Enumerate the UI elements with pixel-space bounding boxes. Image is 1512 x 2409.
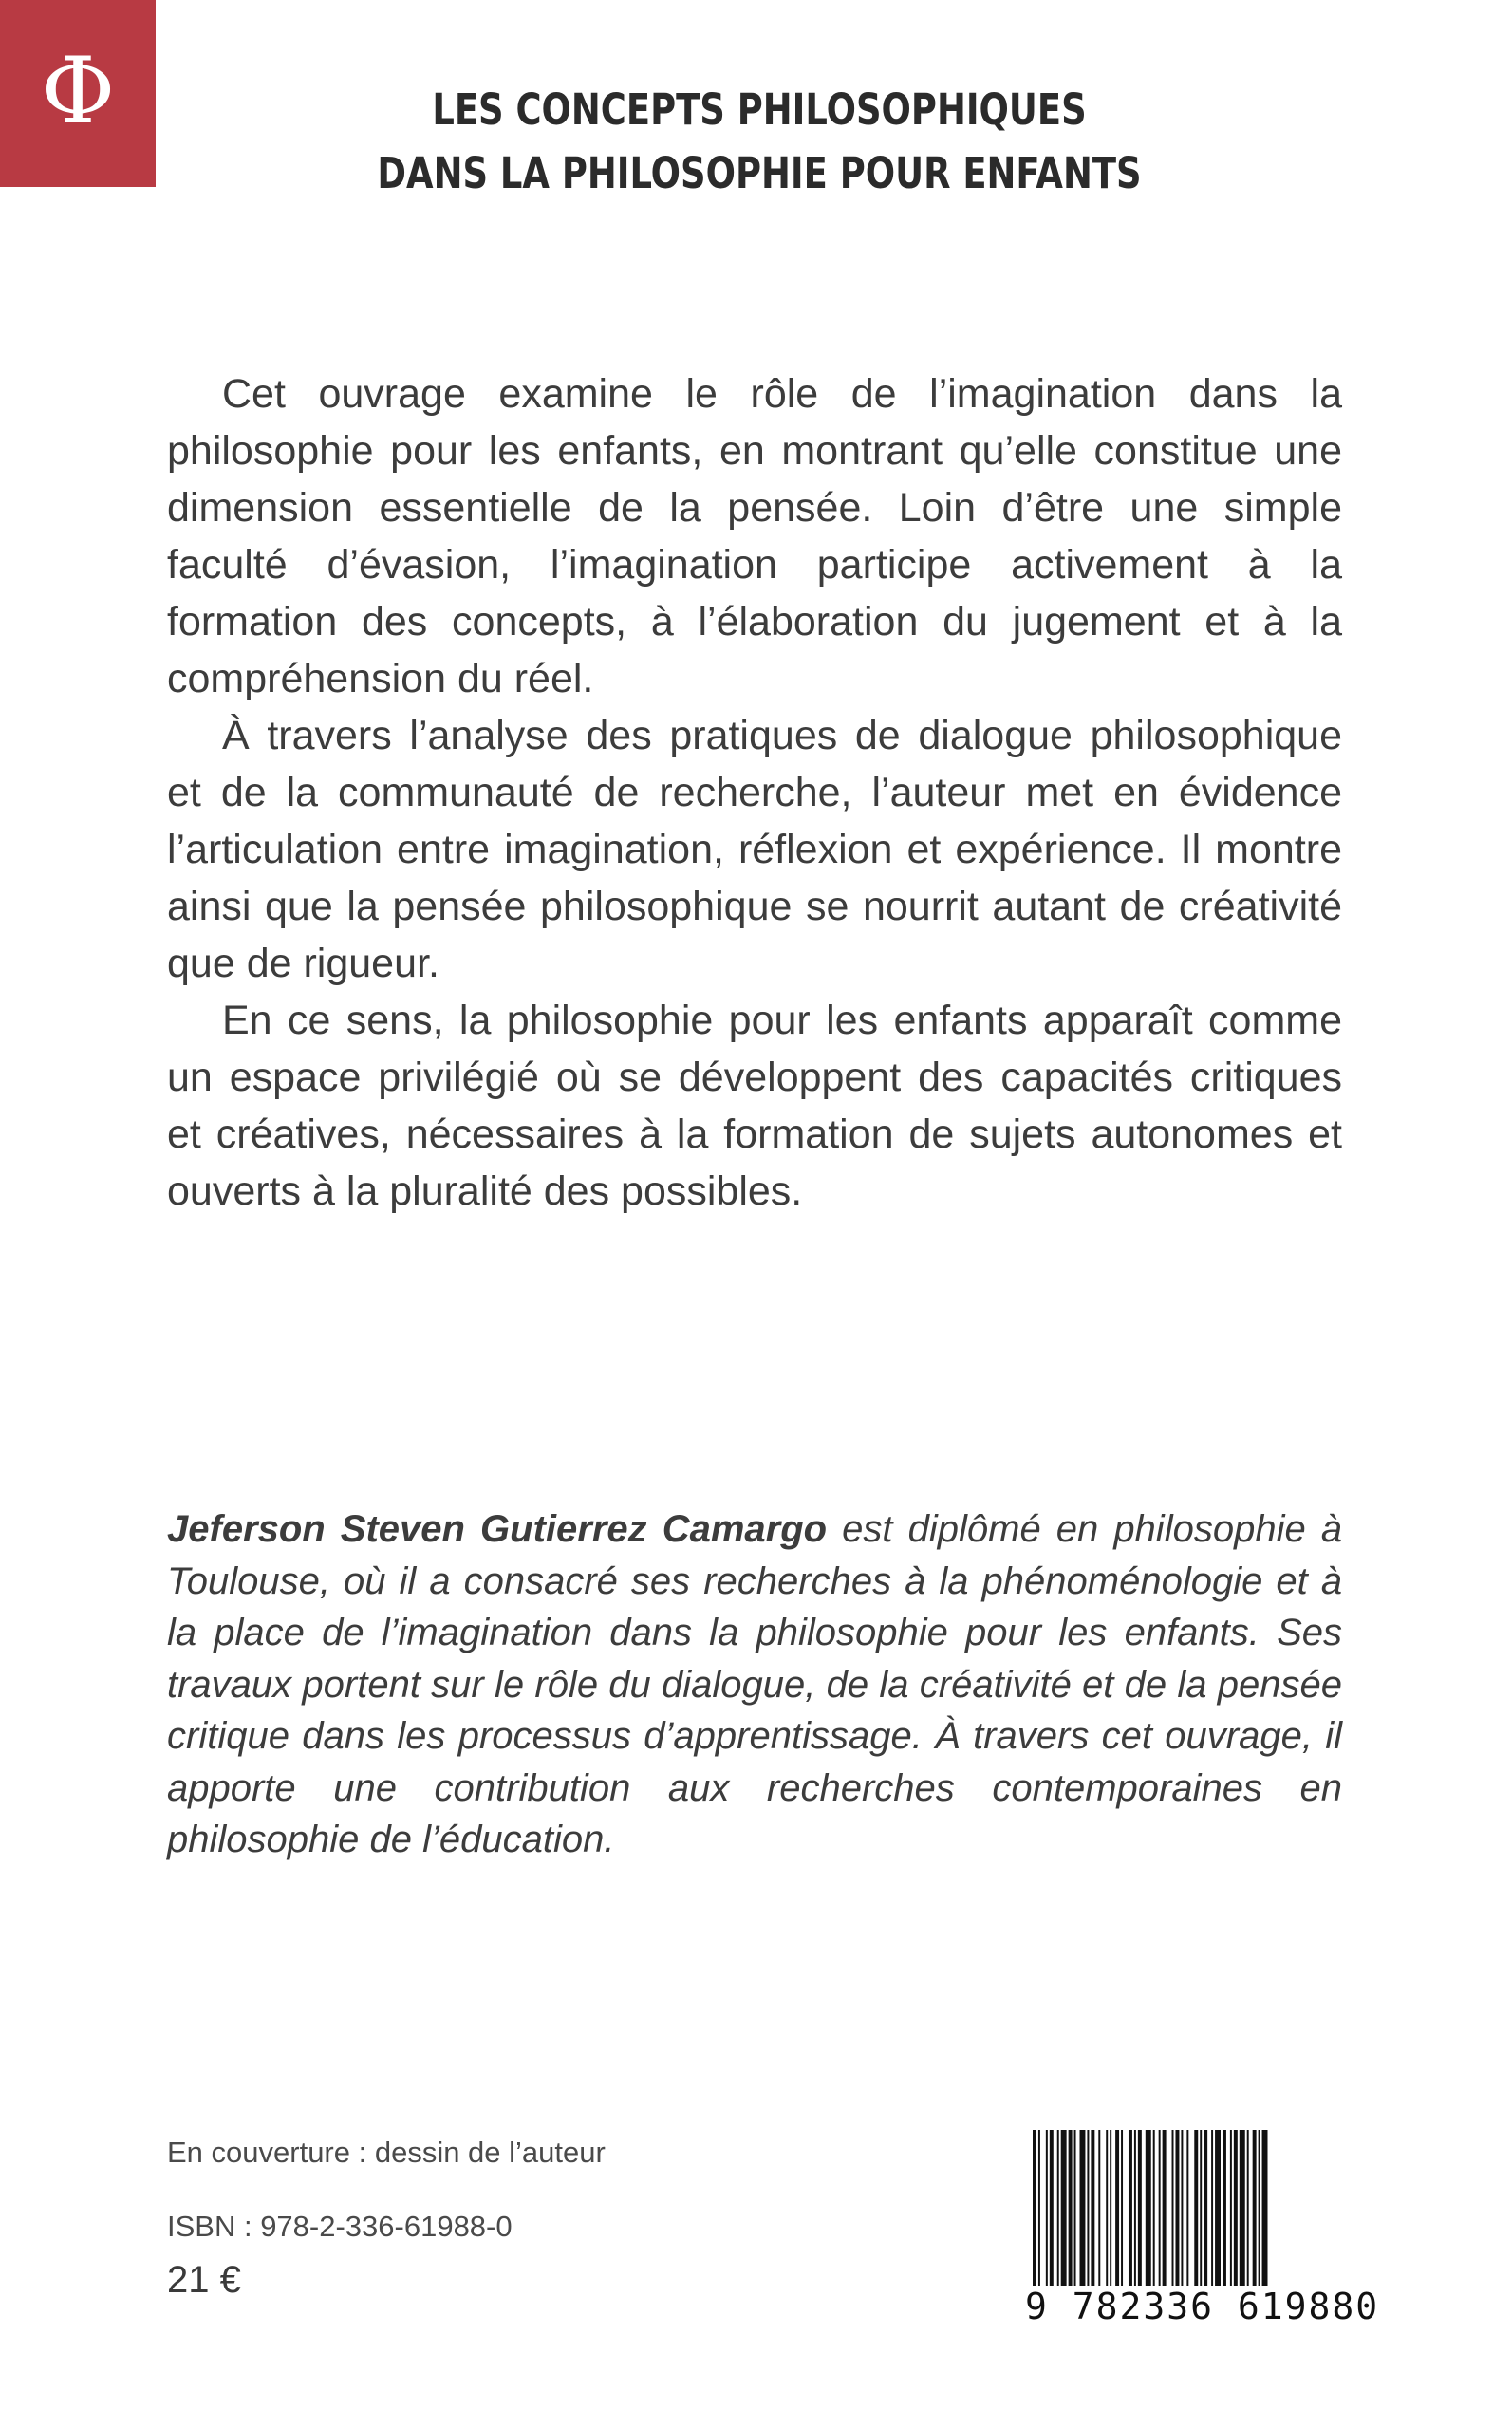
title-line-1: LES CONCEPTS PHILOSOPHIQUES (432, 84, 1087, 135)
author-name: Jeferson Steven Gutierrez Camargo (167, 1508, 828, 1550)
description-paragraph-1: Cet ouvrage examine le rôle de l’imagination dans la philosophie pour les enfants, en montrant qu’elle constitue une dimension essentielle de la pensée. Loin d’être une simple faculté d’évasion, l’imagination participe activement à la formation des concepts, à l’élaboration du jugement et à la compréhension du réel. (167, 371, 1342, 701)
cover-credit: En couverture : dessin de l’auteur (167, 2136, 606, 2169)
book-title (370, 78, 1148, 205)
barcode-digits: 9 782336 619880 (1025, 2286, 1380, 2327)
barcode (1025, 2126, 1380, 2327)
price: 21 € (167, 2259, 241, 2301)
publisher-logo (0, 0, 156, 187)
author-bio-text: est diplômé en philosophie à Toulouse, où il a consacré ses recherches à la phénoménologie et à la place de l’imagination dans la philosophie pour les enfants. Ses travaux portent sur le rôle du dialogue, de la créativité et de la pensée critique dans les processus d’apprentissage. À travers cet ouvrage, il apporte une contribution aux recherches contemporaines en philosophie de l’éducation. (167, 1508, 1343, 1860)
book-description (167, 365, 1342, 1220)
description-paragraph-3: En ce sens, la philosophie pour les enfants apparaît comme un espace privilégié où se développent des capacités critiques et créatives, nécessaires à la formation de sujets autonomes et ouverts à la pluralité des possibles. (167, 998, 1342, 1214)
phi-logo-icon: Φ (40, 37, 116, 144)
author-bio (167, 1503, 1342, 1866)
isbn: ISBN : 978-2-336-61988-0 (167, 2210, 513, 2243)
title-line-2: DANS LA PHILOSOPHIE POUR ENFANTS (377, 148, 1142, 198)
description-paragraph-2: À travers l’analyse des pratiques de dialogue philosophique et de la communauté de recherche, l’auteur met en évidence l’articulation entre imagination, réflexion et expérience. Il montre ainsi que la pensée philosophique se nourrit autant de créativité que de rigueur. (167, 713, 1342, 986)
